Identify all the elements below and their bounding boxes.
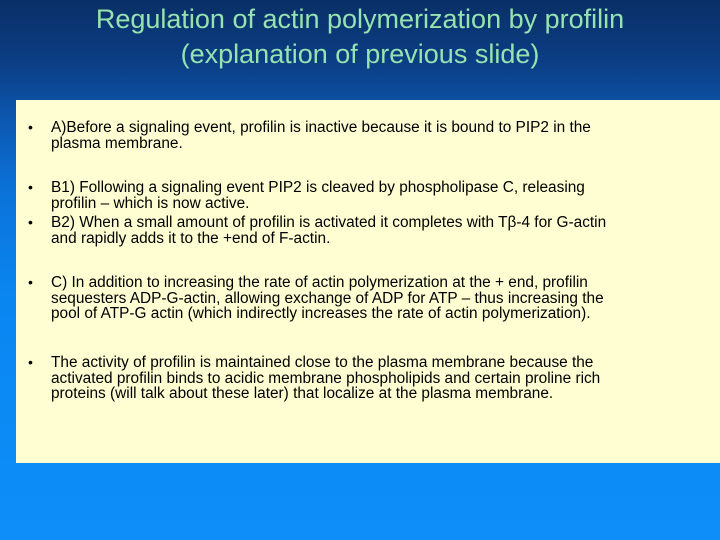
bullet-text-line: plasma membrane.: [51, 134, 183, 152]
bullet-marker: •: [28, 354, 33, 370]
bullet-text-line: proteins (will talk about these later) that localize at the plasma membrane.: [51, 385, 554, 402]
bullet-text: [51, 275, 717, 322]
bullet-marker: •: [28, 179, 33, 195]
bullet-text: [51, 180, 717, 211]
bullet-text: [51, 215, 717, 246]
bullet-text-line: The activity of profilin is maintained close to the plasma membrane because the: [51, 354, 594, 371]
content-panel: [16, 100, 720, 463]
slide-title-line-2: (explanation of previous slide): [180, 39, 540, 69]
bullet-marker: •: [28, 214, 33, 230]
bullet-text-line: pool of ATP-G actin (which indirectly increases the rate of actin polymerization).: [51, 305, 591, 322]
bullet-text-line: profilin – which is now active.: [51, 194, 250, 212]
bullet-text-line: and rapidly adds it to the +end of F-actin.: [51, 229, 331, 247]
bullet-text-line: C) In addition to increasing the rate of actin polymerization at the + end, profilin: [51, 274, 588, 291]
bullet-marker: •: [28, 274, 33, 290]
bullet-text-line: sequesters ADP-G-actin, allowing exchange of ADP for ATP – thus increasing the: [51, 289, 604, 307]
bullet-text: [51, 120, 717, 151]
bullet-text-line: A)Before a signaling event, profilin is inactive because it is bound to PIP2 in the: [51, 119, 591, 136]
bullet-text-line: B1) Following a signaling event PIP2 is cleaved by phospholipase C, releasing: [51, 179, 585, 196]
slide-title-line-1: Regulation of actin polymerization by profilin: [95, 4, 625, 34]
bullet-marker: •: [28, 119, 33, 135]
bullet-text-line: activated profilin binds to acidic membrane phospholipids and certain proline rich: [51, 369, 601, 387]
bullet-text: [51, 355, 717, 402]
slide-title: [0, 2, 720, 72]
bullet-text-line: B2) When a small amount of profilin is activated it completes with Tβ-4 for G-actin: [51, 214, 607, 231]
